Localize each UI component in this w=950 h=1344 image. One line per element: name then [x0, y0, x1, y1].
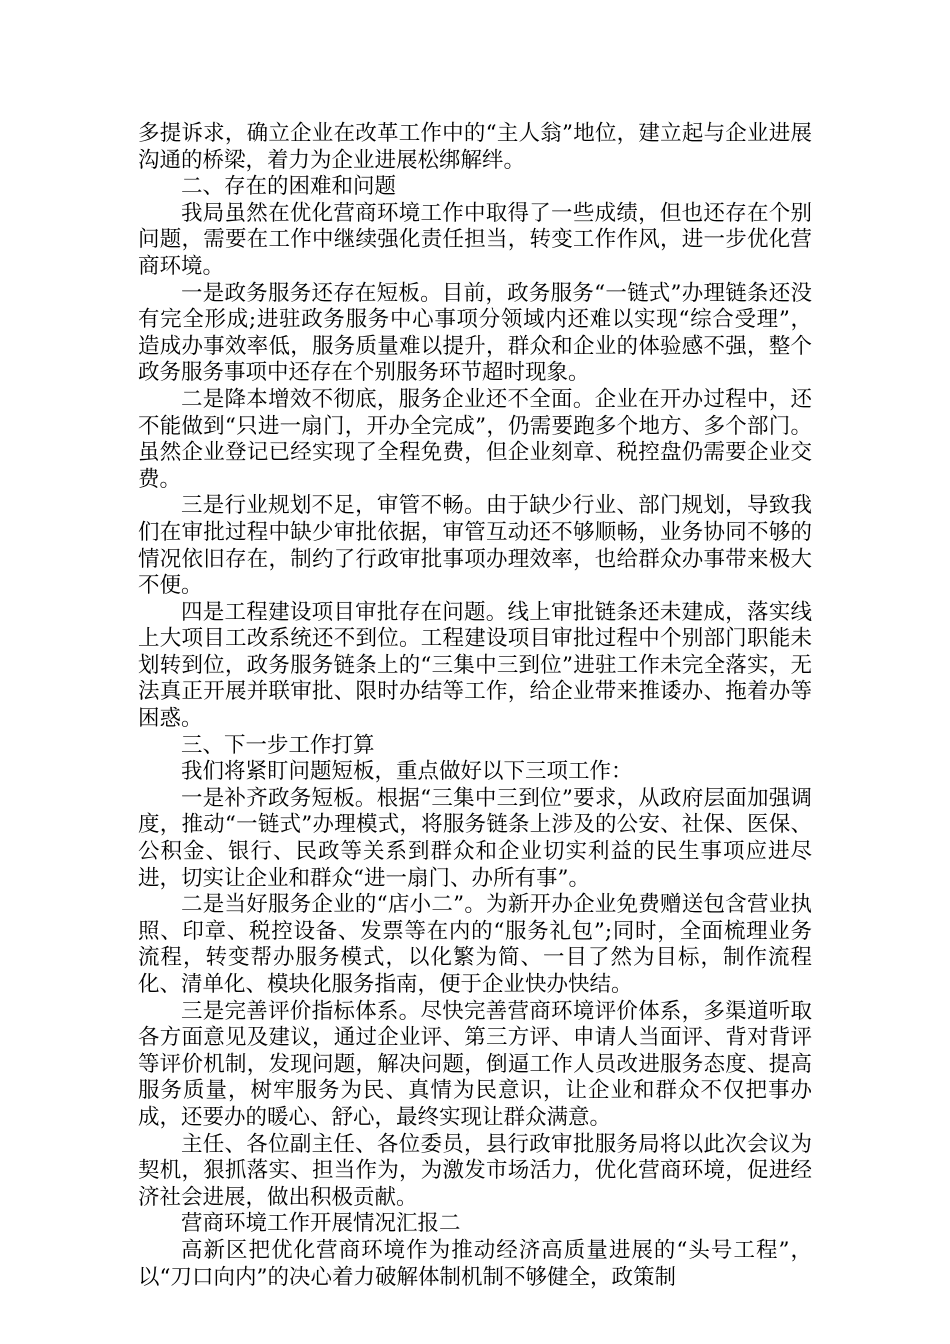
section-heading: 营商环境工作开展情况汇报二 — [181, 1211, 461, 1237]
paragraph: 主任、各位副主任、各位委员，县行政审批服务局将以此次会议为契机，狠抓落实、担当作为，为激发市场活力，优化营商环境，促进经济社会进展，做出积极贡献。 — [138, 1131, 812, 1210]
document-body — [138, 121, 812, 1291]
paragraph: 我局虽然在优化营商环境工作中取得了一些成绩，但也还存在个别问题，需要在工作中继续强化责任担当，转变工作作风，进一步优化营商环境。 — [138, 200, 812, 279]
paragraph: 二是降本增效不彻底，服务企业还不全面。企业在开办过程中，还不能做到“只进一扇门，开办全完成”，仍需要跑多个地方、多个部门。虽然企业登记已经实现了全程免费，但企业刻章、税控盘仍需要企业交费。 — [138, 386, 812, 492]
paragraph: 一是补齐政务短板。根据“三集中三到位”要求，从政府层面加强调度，推动“一链式”办理模式，将服务链条上涉及的公安、社保、医保、公积金、银行、民政等关系到群众和企业切实利益的民生事项应进尽进，切实让企业和群众“进一扇门、办所有事”。 — [138, 785, 812, 891]
paragraph: 多提诉求，确立企业在改革工作中的“主人翁”地位，建立起与企业进展沟通的桥梁，着力为企业进展松绑解绊。 — [138, 121, 812, 173]
section-heading: 三、下一步工作打算 — [181, 732, 375, 758]
paragraph: 一是政务服务还存在短板。目前，政务服务“一链式”办理链条还没有完全形成;进驻政务服务中心事项分领域内还难以实现“综合受理”，造成办事效率低，服务质量难以提升，群众和企业的体验感不强，整个政务服务事项中还存在个别服务环节超时现象。 — [138, 280, 812, 386]
paragraph: 四是工程建设项目审批存在问题。线上审批链条还未建成，落实线上大项目工改系统还不到位。工程建设项目审批过程中个别部门职能未划转到位，政务服务链条上的“三集中三到位”进驻工作未完全落实，无法真正开展并联审批、限时办结等工作，给企业带来推诿办、拖着办等困惑。 — [138, 599, 812, 732]
paragraph: 二是当好服务企业的“店小二”。为新开办企业免费赠送包含营业执照、印章、税控设备、发票等在内的“服务礼包”;同时，全面梳理业务流程，转变帮办服务模式，以化繁为简、一目了然为目标，制作流程化、清单化、模块化服务指南，便于企业快办快结。 — [138, 892, 812, 997]
paragraph: 高新区把优化营商环境作为推动经济高质量进展的“头号工程”，以“刀口向内”的决心着力破解体制机制不够健全，政策制 — [138, 1237, 812, 1290]
section-heading: 二、存在的困难和问题 — [181, 174, 397, 200]
paragraph: 三是完善评价指标体系。尽快完善营商环境评价体系，多渠道听取各方面意见及建议，通过企业评、第三方评、申请人当面评、背对背评等评价机制，发现问题，解决问题，倒逼工作人员改进服务态度、提高服务质量，树牢服务为民、真情为民意识，让企业和群众不仅把事办成，还要办的暖心、舒心，最终实现让群众满意。 — [138, 998, 812, 1130]
paragraph: 我们将紧盯问题短板，重点做好以下三项工作： — [181, 759, 633, 785]
paragraph: 三是行业规划不足，审管不畅。由于缺少行业、部门规划，导致我们在审批过程中缺少审批依据，审管互动还不够顺畅，业务协同不够的情况依旧存在，制约了行政审批事项办理效率，也给群众办事带来极大不便。 — [138, 493, 812, 599]
